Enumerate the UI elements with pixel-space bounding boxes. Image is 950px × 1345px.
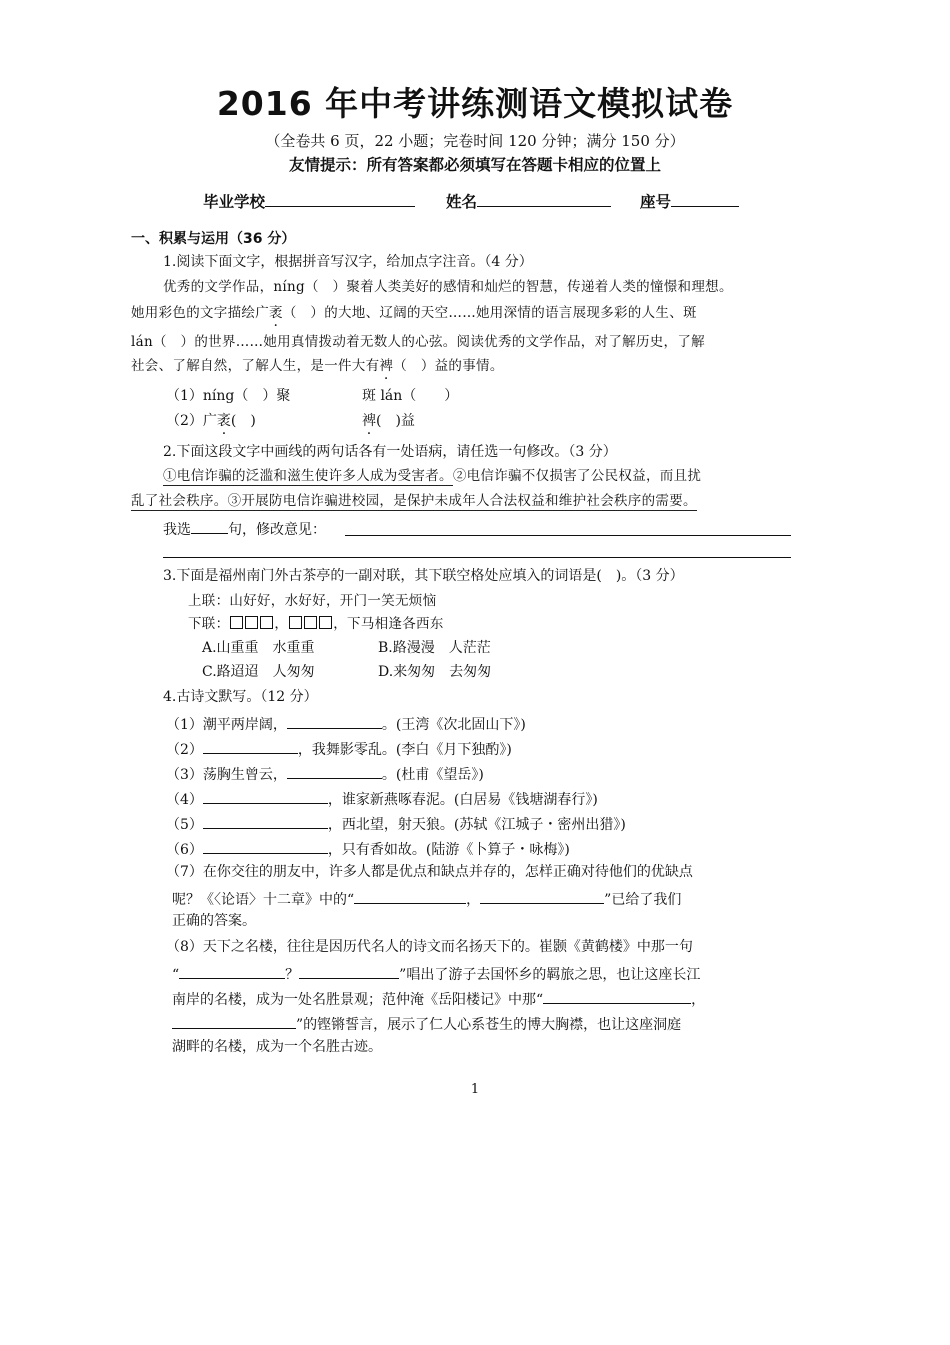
q1-passage-line3: lán（ ）的世界……她用真情拨动着无数人的心弦。阅读优秀的文学作品，对了解历史，了解 bbox=[131, 334, 705, 350]
q2-stem: 2.下面这段文字中画线的两句话各有一处语病，请任选一句修改。（3 分） bbox=[163, 444, 617, 460]
q4-item-5: （5） ，西北望，射天狼。(苏轼《江城子・密州出猎》) bbox=[166, 812, 626, 835]
poem-blank[interactable] bbox=[179, 962, 285, 979]
q2-text-line1: ①电信诈骗的泛滥和滋生使许多人成为受害者。②电信诈骗不仅损害了公民权益，而且扰 bbox=[163, 468, 702, 484]
poem-blank[interactable] bbox=[203, 812, 328, 829]
q4-item-8-line2: “ ？ ”唱出了游子去国怀乡的羁旅之思，也让这座长江 bbox=[172, 962, 700, 985]
q1-passage-line4: 社会、了解自然，了解人生，是一件大有裨（ ）益的事情。 bbox=[131, 358, 504, 374]
seat-field bbox=[640, 190, 739, 212]
name-blank[interactable] bbox=[477, 190, 611, 207]
section-heading: 一、积累与运用（36 分） bbox=[131, 231, 296, 247]
blank-box bbox=[245, 616, 258, 629]
q1-passage-line1: 优秀的文学作品，níng（ ）聚着人类美好的感情和灿烂的智慧，传递着人类的憧憬和理想。 bbox=[163, 279, 733, 295]
q4-item-1: （1）潮平两岸阔， 。(王湾《次北固山下》) bbox=[166, 712, 526, 735]
school-field bbox=[203, 190, 415, 212]
underlined-sentence: ①电信诈骗的泛滥和滋生使许多人成为受害者。 bbox=[163, 468, 453, 484]
q4-item-7-line2: 呢？《〈论语〉十二章》中的“ ， ”已给了我们 bbox=[172, 887, 681, 910]
q1-passage-line2: 她用彩色的文字描绘广袤（ ）的大地、辽阔的天空……她用深情的语言展现多彩的人生、斑 bbox=[131, 305, 697, 321]
exam-title: 2016 年中考讲练测语文模拟试卷 bbox=[216, 84, 734, 123]
q4-item-7-line3: 正确的答案。 bbox=[172, 913, 256, 929]
q1-stem: 1.阅读下面文字，根据拼音写汉字，给加点字注音。（4 分） bbox=[163, 254, 533, 270]
q3-upper-couplet: 上联：山好好，水好好，开门一笑无烦恼 bbox=[188, 593, 437, 609]
q3-lower-couplet: 下联： ， ，下马相逢各西东 bbox=[188, 616, 444, 632]
poem-blank[interactable] bbox=[354, 887, 466, 904]
q2-answer-line: 我选 句，修改意见： bbox=[163, 517, 326, 540]
q4-stem: 4.古诗文默写。（12 分） bbox=[163, 689, 318, 705]
name-field bbox=[446, 190, 611, 212]
seat-blank[interactable] bbox=[671, 190, 739, 207]
q4-item-2: （2） ，我舞影零乱。(李白《月下独酌》) bbox=[166, 737, 512, 760]
q3-stem: 3.下面是福州南门外古茶亭的一副对联，其下联空格处应填入的词语是( )。（3 分） bbox=[163, 568, 684, 584]
q2-text-line2 bbox=[131, 491, 697, 511]
q3-option-a: A.山重重 水重重 bbox=[202, 640, 315, 656]
q4-item-4: （4） ，谁家新燕啄春泥。(白居易《钱塘湖春行》) bbox=[166, 787, 598, 810]
blank-box bbox=[304, 616, 317, 629]
dotted-char: 袤 bbox=[216, 413, 231, 429]
q1-answer-4: 裨( )益 bbox=[362, 413, 415, 429]
exam-subtitle: （全卷共 6 页，22 小题；完卷时间 120 分钟；满分 150 分） bbox=[265, 132, 685, 150]
blank-box bbox=[260, 616, 273, 629]
q3-option-d: D.来匆匆 去匆匆 bbox=[378, 664, 492, 680]
poem-blank[interactable] bbox=[480, 887, 604, 904]
blank-box bbox=[289, 616, 302, 629]
friendly-tip: 友情提示：所有答案都必须填写在答题卡相应的位置上 bbox=[288, 156, 661, 174]
poem-blank[interactable] bbox=[287, 712, 382, 729]
q4-item-3: （3）荡胸生曾云， 。(杜甫《望岳》) bbox=[166, 762, 484, 785]
q4-item-8-line1: （8）天下之名楼，往往是因历代名人的诗文而名扬天下的。崔颢《黄鹤楼》中那一句 bbox=[166, 939, 693, 955]
page-number: 1 bbox=[470, 1082, 480, 1097]
underlined-sentence: 乱了社会秩序。③开展防电信诈骗进校园，是保护未成年人合法权益和维护社会秩序的需要。 bbox=[131, 493, 697, 509]
q4-item-7-line1: （7）在你交往的朋友中，许多人都是优点和缺点并存的，怎样正确对待他们的优缺点 bbox=[166, 864, 693, 880]
seat-label: 座号 bbox=[640, 193, 672, 211]
dotted-char: 袤 bbox=[269, 305, 283, 321]
q4-item-6: （6） ，只有香如故。(陆游《卜算子・咏梅》) bbox=[166, 837, 570, 860]
q1-answer-1: （1）níng（ ）聚 bbox=[166, 388, 291, 404]
q4-item-8-line3: 南岸的名楼，成为一处名胜景观；范仲淹《岳阳楼记》中那“ ， bbox=[172, 987, 705, 1010]
q1-answer-2: 斑 lán（ ） bbox=[362, 388, 459, 404]
poem-blank[interactable] bbox=[203, 837, 328, 854]
q3-option-c: C.路迢迢 人匆匆 bbox=[202, 664, 315, 680]
poem-blank[interactable] bbox=[287, 762, 382, 779]
q3-option-b: B.路漫漫 人茫茫 bbox=[378, 640, 491, 656]
blank-box bbox=[319, 616, 332, 629]
poem-blank[interactable] bbox=[299, 962, 399, 979]
q4-item-8-line5: 湖畔的名楼，成为一个名胜古迹。 bbox=[172, 1039, 382, 1055]
sentence-choice-blank[interactable] bbox=[191, 517, 228, 534]
dotted-char: 裨 bbox=[362, 413, 376, 429]
blank-box bbox=[230, 616, 243, 629]
poem-blank[interactable] bbox=[203, 737, 298, 754]
answer-line-1[interactable] bbox=[345, 535, 791, 536]
poem-blank[interactable] bbox=[172, 1012, 296, 1029]
poem-blank[interactable] bbox=[543, 987, 691, 1004]
poem-blank[interactable] bbox=[203, 787, 328, 804]
name-label: 姓名 bbox=[446, 193, 478, 211]
school-label: 毕业学校 bbox=[203, 193, 266, 211]
q1-answer-3: （2）广袤( ) bbox=[166, 413, 256, 429]
school-blank[interactable] bbox=[265, 190, 415, 207]
answer-line-2[interactable] bbox=[163, 557, 791, 558]
dotted-char: 裨 bbox=[379, 358, 394, 374]
q4-item-8-line4: ”的铿锵誓言，展示了仁人心系苍生的博大胸襟，也让这座洞庭 bbox=[172, 1012, 681, 1035]
